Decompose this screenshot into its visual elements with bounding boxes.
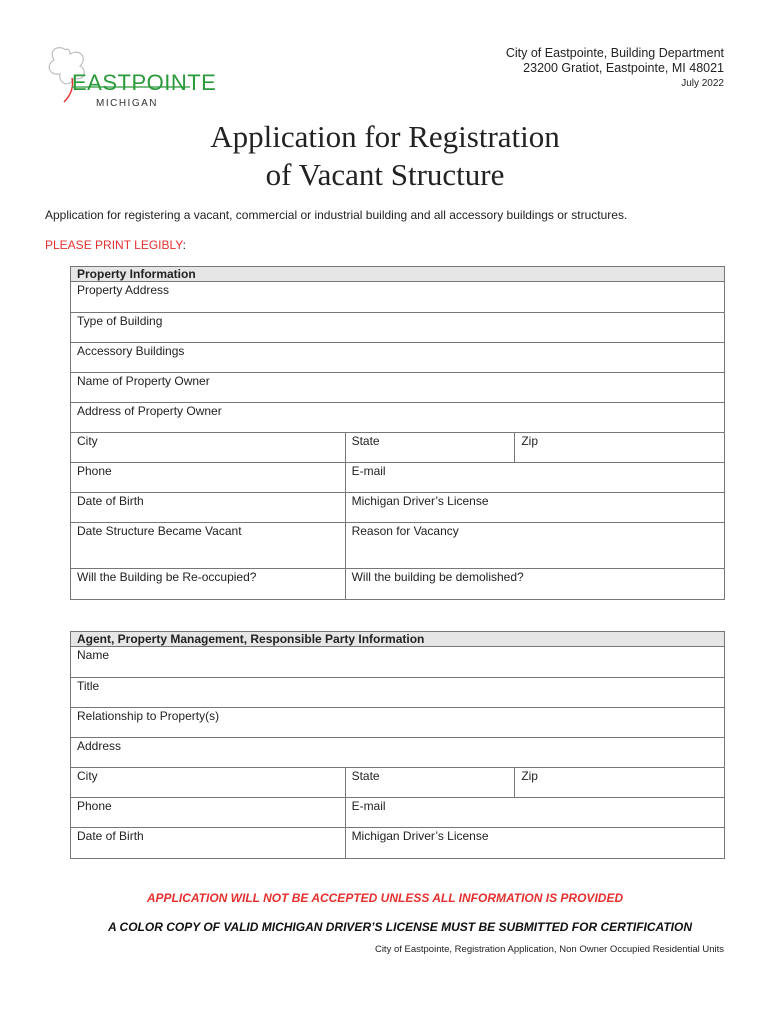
department-street: 23200 Gratiot, Eastpointe, MI 48021 [523,61,724,75]
owner-dob-label: Date of Birth [77,494,144,508]
owner-city-label: City [77,434,98,448]
demolished-field[interactable] [345,569,724,600]
print-notice-text: PLEASE PRINT LEGIBLY [45,238,183,252]
agent-email-field[interactable] [345,798,724,828]
type-of-building-label: Type of Building [77,314,163,328]
date-vacant-field[interactable] [71,523,346,569]
license-copy-notice: A COLOR COPY OF VALID MICHIGAN DRIVER’S LICENSE MUST BE SUBMITTED FOR CERTIFICATION [107,920,692,934]
date-vacant-label: Date Structure Became Vacant [77,524,242,538]
agent-zip-label: Zip [521,769,538,783]
eastpointe-logo [44,40,217,120]
print-notice-colon: : [182,238,186,252]
owner-zip-field[interactable] [515,433,725,463]
agent-phone-field[interactable] [71,798,346,828]
agent-section-heading: Agent, Property Management, Responsible Party Information [71,632,725,647]
title-line-1: Application for Registration [210,119,560,154]
owner-city-field[interactable] [71,433,346,463]
department-name: City of Eastpointe, Building Department [505,46,724,60]
agent-name-label: Name [77,648,110,662]
owner-state-label: State [351,434,380,448]
property-section-heading: Property Information [71,267,725,282]
agent-state-label: State [351,769,380,783]
agent-address-field[interactable] [71,738,725,768]
agent-city-label: City [77,769,98,783]
agent-dob-label: Date of Birth [77,829,144,843]
owner-email-field[interactable] [345,463,724,493]
agent-information-table [70,631,725,859]
agent-license-label: Michigan Driver’s License [351,829,489,843]
agent-zip-field[interactable] [515,768,725,798]
print-notice [45,238,186,252]
owner-phone-field[interactable] [71,463,346,493]
owner-name-label: Name of Property Owner [77,374,210,388]
owner-email-label: E-mail [351,464,386,478]
property-address-field[interactable] [71,282,725,313]
agent-license-field[interactable] [345,828,724,859]
reoccupied-field[interactable] [71,569,346,600]
agent-relationship-label: Relationship to Property(s) [77,709,220,723]
owner-phone-label: Phone [77,464,112,478]
property-address-label: Property Address [77,283,170,297]
agent-name-field[interactable] [71,647,725,678]
accessory-buildings-field[interactable] [71,343,725,373]
owner-address-label: Address of Property Owner [77,404,222,418]
vacancy-reason-field[interactable] [345,523,724,569]
accessory-buildings-label: Accessory Buildings [77,344,185,358]
agent-city-field[interactable] [71,768,346,798]
owner-name-field[interactable] [71,373,725,403]
agent-dob-field[interactable] [71,828,346,859]
department-address [506,46,724,91]
agent-title-label: Title [77,679,100,693]
required-info-notice: APPLICATION WILL NOT BE ACCEPTED UNLESS ALL INFORMATION IS PROVIDED [146,891,624,905]
agent-address-label: Address [77,739,122,753]
owner-license-label: Michigan Driver’s License [351,494,489,508]
vacancy-reason-label: Reason for Vacancy [351,524,459,538]
agent-title-field[interactable] [71,678,725,708]
intro-text: Application for registering a vacant, commercial or industrial building and all accessory buildings or structures. [45,208,628,222]
agent-email-label: E-mail [351,799,386,813]
reoccupied-label: Will the Building be Re-occupied? [77,570,257,584]
logo-subtitle: MICHIGAN [96,98,158,109]
owner-zip-label: Zip [521,434,538,448]
revision-date: July 2022 [681,78,724,89]
agent-state-field[interactable] [345,768,515,798]
page-footer: City of Eastpointe, Registration Application, Non Owner Occupied Residential Units [374,944,724,955]
owner-address-field[interactable] [71,403,725,433]
owner-dob-field[interactable] [71,493,346,523]
page-title [0,118,770,194]
owner-state-field[interactable] [345,433,515,463]
agent-phone-label: Phone [77,799,112,813]
type-of-building-field[interactable] [71,313,725,343]
title-line-2: of Vacant Structure [265,157,505,192]
demolished-label: Will the building be demolished? [351,570,524,584]
logo-wordmark: EASTPOINTE [72,70,217,95]
owner-license-field[interactable] [345,493,724,523]
property-information-table [70,266,725,600]
agent-relationship-field[interactable] [71,708,725,738]
